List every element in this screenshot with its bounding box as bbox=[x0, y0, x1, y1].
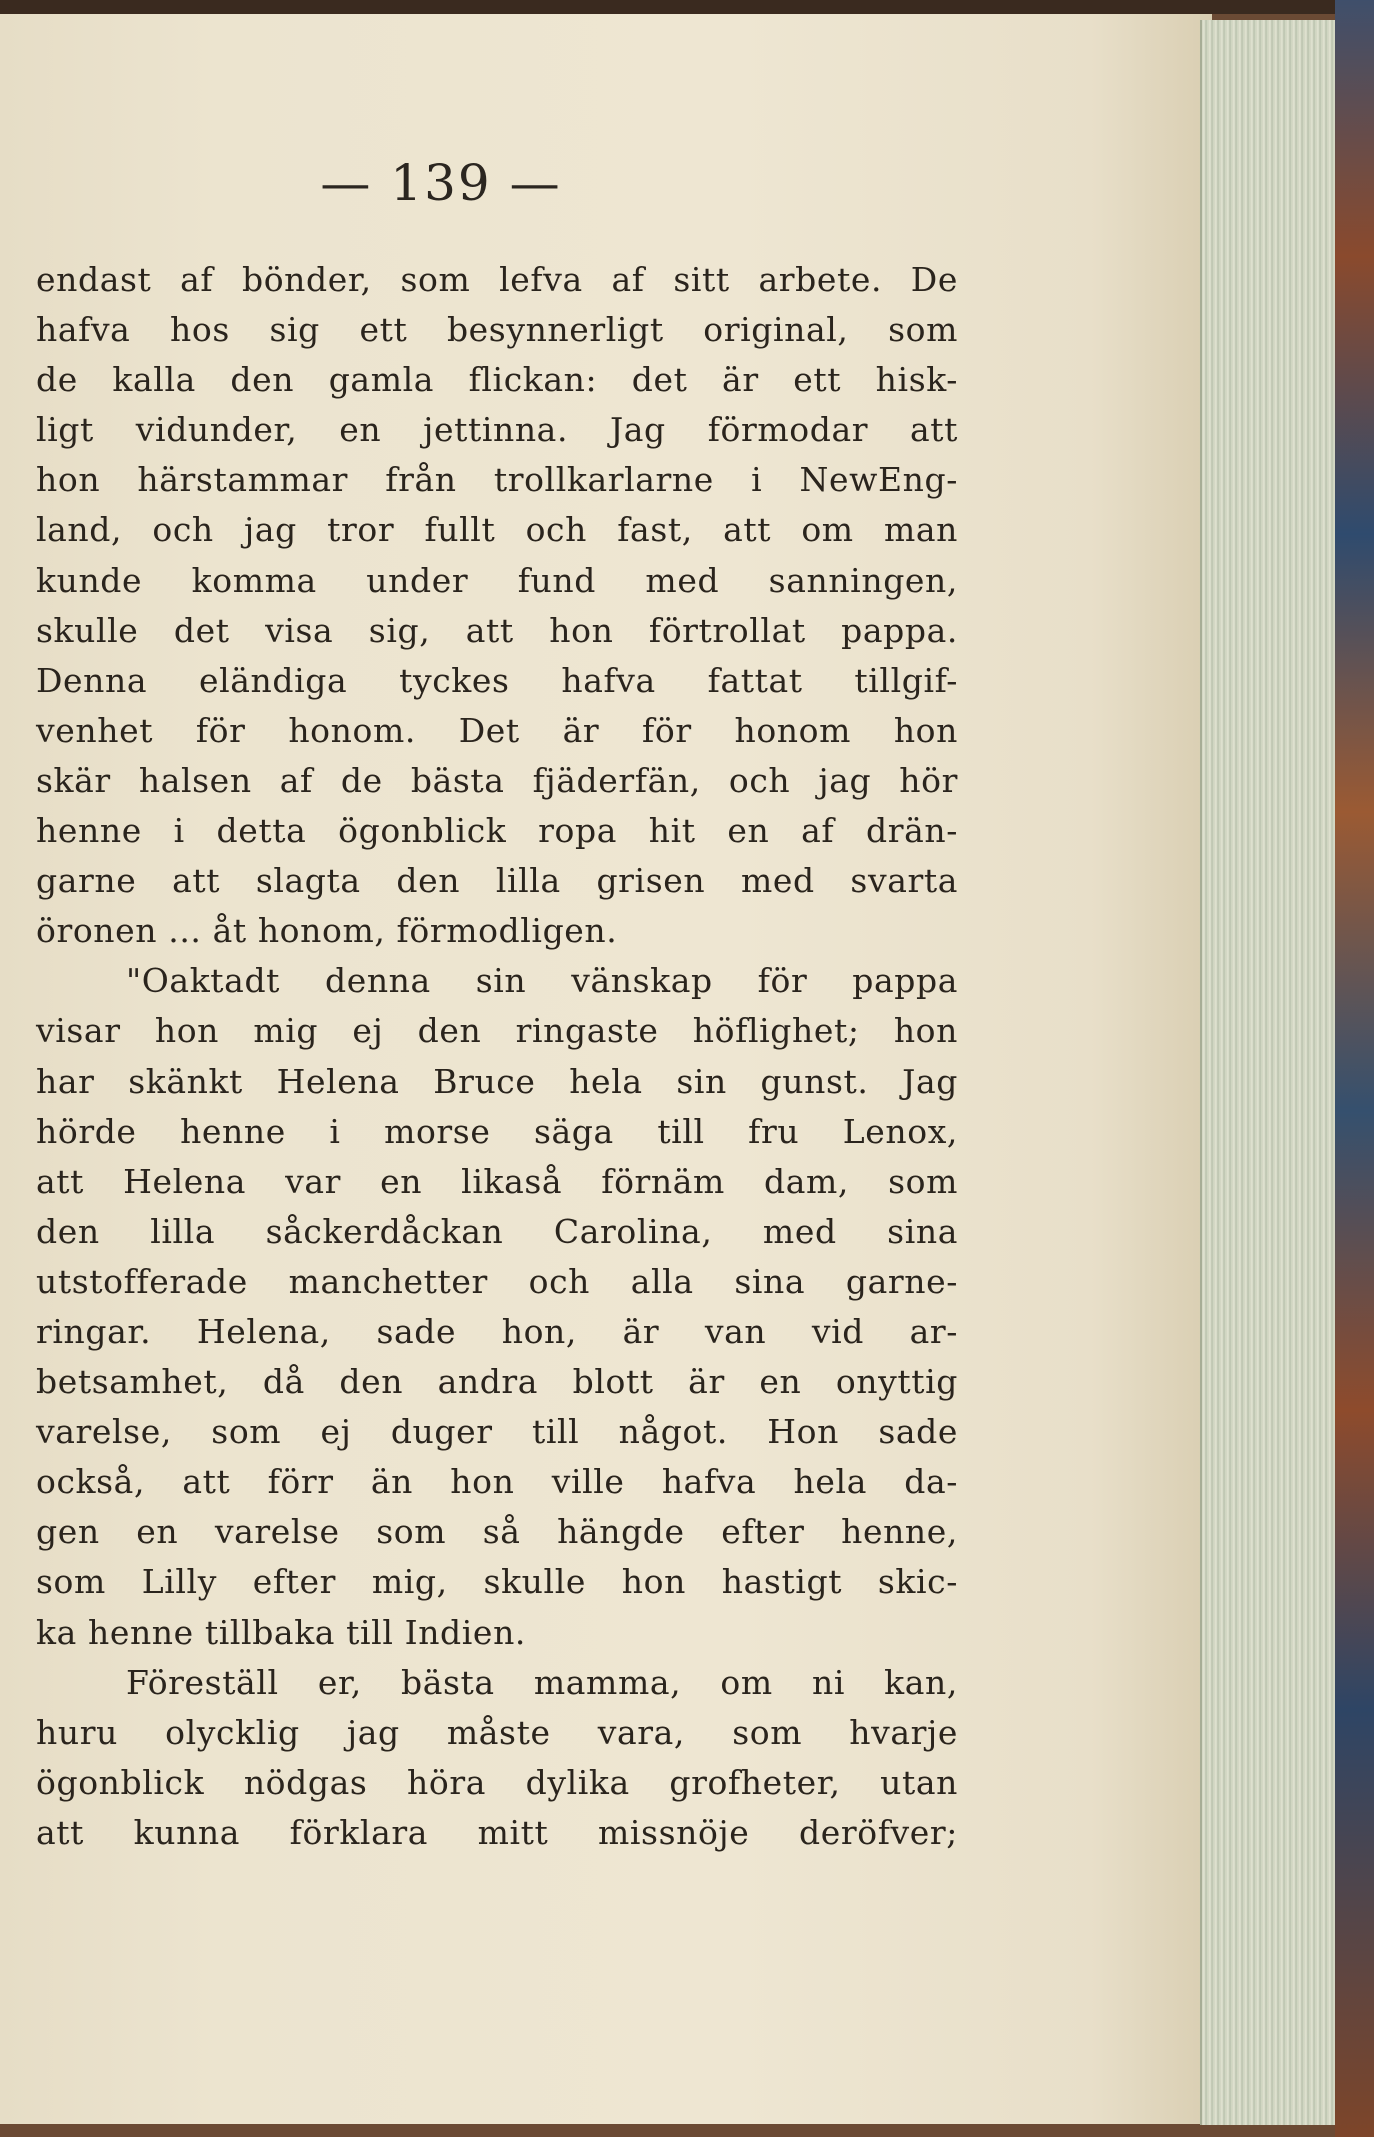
text-line: den lilla såckerdåckan Carolina, med sina bbox=[36, 1211, 958, 1251]
text-line: som Lilly efter mig, skulle hon hastigt skic- bbox=[36, 1562, 958, 1602]
text-line: ögonblick nödgas höra dylika grofheter, utan bbox=[36, 1762, 958, 1802]
text-line: skulle det visa sig, att hon förtrollat pappa. bbox=[36, 610, 958, 650]
text-line: betsamhet, då den andra blott är en onyttig bbox=[36, 1362, 958, 1402]
text-line: garne att slagta den lilla grisen med svarta bbox=[36, 861, 958, 901]
text-line: endast af bönder, som lefva af sitt arbete. De bbox=[36, 260, 958, 299]
text-line: öronen ... åt honom, förmodligen. bbox=[36, 911, 618, 951]
text-line: ka henne tillbaka till Indien. bbox=[36, 1612, 527, 1652]
text-line: att Helena var en likaså förnäm dam, som bbox=[36, 1161, 958, 1201]
text-line: huru olycklig jag måste vara, som hvarje bbox=[36, 1712, 958, 1752]
text-line: skär halsen af de bästa fjäderfän, och jag hör bbox=[36, 760, 958, 800]
text-line: gen en varelse som så hängde efter henne, bbox=[36, 1512, 958, 1552]
text-line: varelse, som ej duger till något. Hon sade bbox=[36, 1412, 958, 1452]
text-line: har skänkt Helena Bruce hela sin gunst. Jag bbox=[36, 1061, 958, 1101]
page-number: — 139 — bbox=[320, 154, 562, 212]
text-line: henne i detta ögonblick ropa hit en af drän- bbox=[36, 811, 958, 851]
text-line: att kunna förklara mitt missnöje deröfver; bbox=[36, 1812, 958, 1852]
text-line: Denna eländiga tyckes hafva fattat tillgif- bbox=[36, 660, 958, 700]
text-line: också, att förr än hon ville hafva hela da- bbox=[36, 1462, 958, 1502]
page-text bbox=[36, 255, 958, 1858]
text-line: venhet för honom. Det är för honom hon bbox=[36, 710, 958, 750]
text-line: Föreställ er, bästa mamma, om ni kan, bbox=[126, 1662, 958, 1702]
text-line: ligt vidunder, en jettinna. Jag förmodar att bbox=[36, 410, 958, 450]
text-line: hon härstammar från trollkarlarne i NewEng- bbox=[36, 460, 958, 500]
marbled-cover-edge bbox=[1335, 0, 1374, 2137]
text-line: de kalla den gamla flickan: det är ett hisk- bbox=[36, 360, 958, 400]
text-line: hörde henne i morse säga till fru Lenox, bbox=[36, 1111, 958, 1151]
text-line: hafva hos sig ett besynnerligt original, som bbox=[36, 310, 958, 350]
text-line: "Oaktadt denna sin vänskap för pappa bbox=[126, 961, 958, 1001]
top-background-strip bbox=[0, 0, 1374, 14]
text-line: ringar. Helena, sade hon, är van vid ar- bbox=[36, 1311, 958, 1351]
text-line: visar hon mig ej den ringaste höflighet; hon bbox=[36, 1011, 958, 1051]
page-edges bbox=[1200, 20, 1337, 2125]
text-line: kunde komma under fund med sanningen, bbox=[36, 560, 958, 600]
text-line: utstofferade manchetter och alla sina garne- bbox=[36, 1261, 958, 1301]
text-line: land, och jag tror fullt och fast, att om man bbox=[36, 510, 958, 550]
